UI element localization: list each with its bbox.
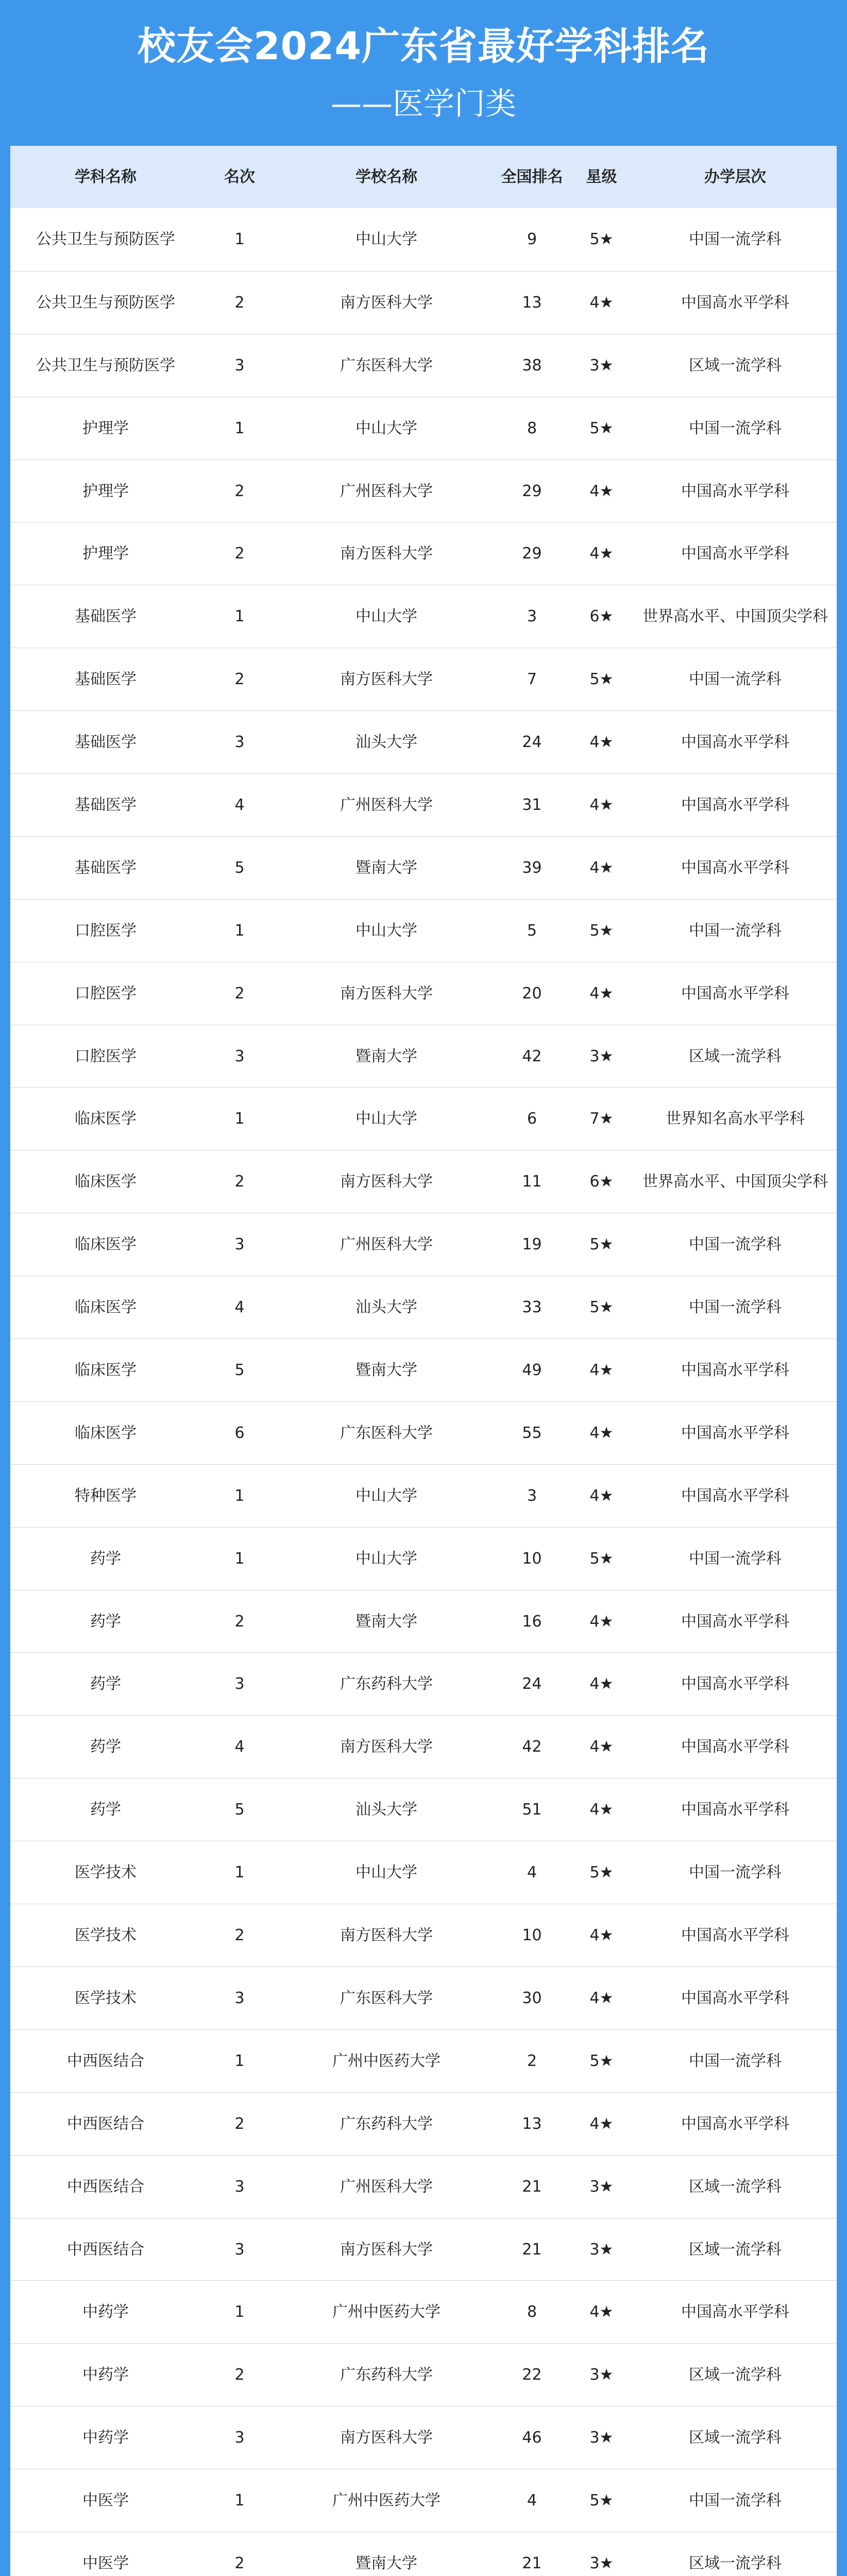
table-row [10,2029,837,2092]
national-rank-cell: 8 [527,2303,537,2321]
rank-cell: 2 [234,1612,245,1631]
ranking-table [10,146,837,2576]
table-row [10,2218,837,2281]
school-cell: 中山大学 [355,1863,417,1882]
school-cell: 广州医科大学 [340,2177,433,2196]
star-cell: 4★ [589,545,614,563]
star-cell: 5★ [589,2052,614,2070]
school-cell: 广州医科大学 [340,1235,433,1254]
table-row [10,648,837,710]
table-row [10,1904,837,1967]
table-header [10,146,837,208]
subject-cell: 中西医结合 [67,2052,144,2070]
rank-cell: 4 [234,1738,245,1756]
school-cell: 中山大学 [355,1549,417,1568]
national-rank-cell: 13 [522,293,542,312]
school-cell: 南方医科大学 [340,293,433,312]
rank-cell: 6 [234,1423,245,1442]
subject-cell: 临床医学 [75,1361,137,1380]
school-cell: 广东医科大学 [340,1423,433,1442]
level-cell: 中国高水平学科 [681,984,789,1003]
star-cell: 3★ [589,1047,614,1065]
level-cell: 中国一流学科 [689,1235,782,1254]
star-cell: 5★ [589,921,614,940]
school-cell: 南方医科大学 [340,1173,433,1191]
rank-cell: 3 [234,356,245,375]
school-cell: 汕头大学 [355,1298,417,1317]
star-cell: 3★ [589,2177,614,2196]
school-cell: 广州医科大学 [340,482,433,500]
rank-cell: 3 [234,2429,245,2447]
level-cell: 中国高水平学科 [681,858,789,877]
level-cell: 中国一流学科 [689,2052,782,2070]
school-cell: 暨南大学 [355,1612,417,1631]
level-cell: 区域一流学科 [689,2554,782,2572]
column-header-rank: 名次 [224,168,255,186]
subject-cell: 中医学 [82,2492,129,2510]
table-row [10,1150,837,1213]
star-cell: 4★ [589,1926,614,1945]
star-cell: 5★ [589,1298,614,1317]
star-cell: 4★ [589,733,614,752]
national-rank-cell: 49 [522,1361,542,1380]
table-row [10,1087,837,1150]
rank-cell: 2 [234,293,245,312]
star-cell: 4★ [589,2303,614,2321]
table-row [10,1778,837,1841]
table-row [10,271,837,334]
star-cell: 4★ [589,1486,614,1505]
subject-cell: 护理学 [82,419,129,437]
school-cell: 南方医科大学 [340,2240,433,2259]
subject-cell: 公共卫生与预防医学 [36,230,175,248]
subject-cell: 基础医学 [75,733,137,752]
subject-cell: 药学 [90,1801,121,1819]
level-cell: 区域一流学科 [689,2366,782,2384]
national-rank-cell: 24 [522,1675,542,1693]
level-cell: 世界高水平、中国顶尖学科 [642,607,828,626]
school-cell: 暨南大学 [355,858,417,877]
school-cell: 广州中医药大学 [332,2303,441,2321]
subject-cell: 医学技术 [75,1989,137,2007]
level-cell: 中国高水平学科 [681,482,789,500]
star-cell: 3★ [589,2366,614,2384]
school-cell: 暨南大学 [355,1361,417,1380]
subject-cell: 临床医学 [75,1110,137,1128]
subject-cell: 特种医学 [75,1486,137,1505]
national-rank-cell: 10 [522,1926,542,1945]
school-cell: 中山大学 [355,1110,417,1128]
rank-cell: 2 [234,545,245,563]
level-cell: 世界知名高水平学科 [666,1110,805,1128]
table-row [10,1967,837,2029]
rank-cell: 1 [234,1110,245,1128]
school-cell: 中山大学 [355,1486,417,1505]
star-cell: 5★ [589,419,614,437]
star-cell: 3★ [589,2429,614,2447]
national-rank-cell: 6 [527,1110,537,1128]
table-row [10,460,837,522]
table-row [10,836,837,899]
level-cell: 中国高水平学科 [681,1926,789,1945]
level-cell: 中国一流学科 [689,670,782,689]
level-cell: 中国高水平学科 [681,1738,789,1756]
table-row [10,1338,837,1401]
table-row [10,2469,837,2532]
table-row [10,1025,837,1088]
school-cell: 南方医科大学 [340,1738,433,1756]
table-row [10,773,837,836]
rank-cell: 2 [234,1173,245,1191]
school-cell: 暨南大学 [355,1047,417,1065]
national-rank-cell: 10 [522,1549,542,1568]
rank-cell: 3 [234,1675,245,1693]
level-cell: 中国高水平学科 [681,2114,789,2133]
level-cell: 中国高水平学科 [681,733,789,752]
table-row [10,1401,837,1464]
school-cell: 中山大学 [355,230,417,248]
star-cell: 4★ [589,1738,614,1756]
rank-cell: 1 [234,921,245,940]
level-cell: 中国高水平学科 [681,545,789,563]
subject-cell: 中医学 [82,2554,129,2572]
star-cell: 4★ [589,1423,614,1442]
national-rank-cell: 29 [522,545,542,563]
table-row [10,1276,837,1338]
table-row [10,710,837,773]
table-row [10,208,837,271]
national-rank-cell: 3 [527,1486,537,1505]
subject-cell: 公共卫生与预防医学 [36,293,175,312]
level-cell: 世界高水平、中国顶尖学科 [642,1173,828,1191]
star-cell: 6★ [589,607,614,626]
level-cell: 中国一流学科 [689,230,782,248]
school-cell: 广东医科大学 [340,356,433,375]
table-row [10,2406,837,2469]
school-cell: 汕头大学 [355,1801,417,1819]
subject-cell: 中药学 [82,2303,129,2321]
star-cell: 4★ [589,1989,614,2007]
rank-cell: 3 [234,2240,245,2259]
national-rank-cell: 42 [522,1738,542,1756]
rank-cell: 1 [234,419,245,437]
subject-cell: 药学 [90,1549,121,1568]
school-cell: 广州中医药大学 [332,2052,441,2070]
level-cell: 中国高水平学科 [681,293,789,312]
level-cell: 中国一流学科 [689,1298,782,1317]
national-rank-cell: 30 [522,1989,542,2007]
table-row [10,1841,837,1904]
table-row [10,962,837,1025]
subject-cell: 医学技术 [75,1926,137,1945]
school-cell: 南方医科大学 [340,2429,433,2447]
star-cell: 4★ [589,984,614,1003]
subject-cell: 医学技术 [75,1863,137,1882]
school-cell: 南方医科大学 [340,984,433,1003]
star-cell: 4★ [589,1612,614,1631]
column-header-level: 办学层次 [704,168,766,186]
table-row [10,585,837,648]
rank-cell: 4 [234,796,245,815]
subject-cell: 临床医学 [75,1423,137,1442]
rank-cell: 2 [234,2366,245,2384]
rank-cell: 2 [234,2554,245,2572]
level-cell: 中国一流学科 [689,921,782,940]
subject-cell: 中西医结合 [67,2240,144,2259]
national-rank-cell: 13 [522,2114,542,2133]
subject-cell: 护理学 [82,545,129,563]
star-cell: 3★ [589,2554,614,2572]
rank-cell: 2 [234,482,245,500]
rank-cell: 3 [234,733,245,752]
level-cell: 中国高水平学科 [681,2303,789,2321]
star-cell: 4★ [589,482,614,500]
national-rank-cell: 22 [522,2366,542,2384]
star-cell: 4★ [589,1675,614,1693]
level-cell: 区域一流学科 [689,356,782,375]
subject-cell: 中药学 [82,2366,129,2384]
page-title: 校友会2024广东省最好学科排名 [138,24,709,69]
national-rank-cell: 51 [522,1801,542,1819]
subject-cell: 药学 [90,1738,121,1756]
national-rank-cell: 16 [522,1612,542,1631]
school-cell: 广东医科大学 [340,1989,433,2007]
star-cell: 3★ [589,356,614,375]
national-rank-cell: 20 [522,984,542,1003]
level-cell: 中国一流学科 [689,1863,782,1882]
national-rank-cell: 4 [527,1863,537,1882]
star-cell: 4★ [589,1801,614,1819]
column-header-national-rank: 全国排名 [501,168,563,186]
rank-cell: 3 [234,1235,245,1254]
rank-cell: 1 [234,1486,245,1505]
table-row [10,2280,837,2343]
table-row [10,334,837,397]
table-row [10,1652,837,1715]
national-rank-cell: 21 [522,2177,542,2196]
subject-cell: 药学 [90,1612,121,1631]
subject-cell: 基础医学 [75,796,137,815]
table-row [10,1590,837,1653]
national-rank-cell: 24 [522,733,542,752]
table-row [10,2155,837,2218]
subject-cell: 口腔医学 [75,921,137,940]
table-row [10,2092,837,2155]
table-row [10,1715,837,1778]
national-rank-cell: 5 [527,921,537,940]
star-cell: 4★ [589,1361,614,1380]
star-cell: 5★ [589,670,614,689]
table-row [10,1464,837,1527]
school-cell: 中山大学 [355,921,417,940]
subject-cell: 临床医学 [75,1298,137,1317]
subject-cell: 中药学 [82,2429,129,2447]
national-rank-cell: 8 [527,419,537,437]
subject-cell: 临床医学 [75,1235,137,1254]
national-rank-cell: 9 [527,230,537,248]
star-cell: 5★ [589,230,614,248]
table-row [10,1527,837,1590]
level-cell: 中国高水平学科 [681,796,789,815]
level-cell: 中国一流学科 [689,2492,782,2510]
rank-cell: 3 [234,2177,245,2196]
level-cell: 中国高水平学科 [681,1675,789,1693]
national-rank-cell: 38 [522,356,542,375]
star-cell: 4★ [589,858,614,877]
school-cell: 中山大学 [355,607,417,626]
star-cell: 5★ [589,2492,614,2510]
page-header [0,0,847,146]
subject-cell: 公共卫生与预防医学 [36,356,175,375]
rank-cell: 2 [234,2114,245,2133]
subject-cell: 基础医学 [75,607,137,626]
rank-cell: 5 [234,1801,245,1819]
level-cell: 中国高水平学科 [681,1989,789,2007]
national-rank-cell: 7 [527,670,537,689]
school-cell: 广州中医药大学 [332,2492,441,2510]
national-rank-cell: 46 [522,2429,542,2447]
star-cell: 3★ [589,2240,614,2259]
table-row [10,1213,837,1276]
star-cell: 4★ [589,2114,614,2133]
star-cell: 7★ [589,1110,614,1128]
school-cell: 南方医科大学 [340,670,433,689]
national-rank-cell: 31 [522,796,542,815]
level-cell: 中国高水平学科 [681,1361,789,1380]
national-rank-cell: 11 [522,1173,542,1191]
page-subtitle: ——医学门类 [331,86,516,122]
national-rank-cell: 4 [527,2492,537,2510]
level-cell: 中国一流学科 [689,419,782,437]
level-cell: 中国一流学科 [689,1549,782,1568]
subject-cell: 口腔医学 [75,984,137,1003]
rank-cell: 5 [234,1361,245,1380]
school-cell: 广东药科大学 [340,2366,433,2384]
star-cell: 6★ [589,1173,614,1191]
rank-cell: 1 [234,1863,245,1882]
rank-cell: 1 [234,2492,245,2510]
rank-cell: 1 [234,607,245,626]
subject-cell: 基础医学 [75,670,137,689]
national-rank-cell: 21 [522,2554,542,2572]
subject-cell: 中西医结合 [67,2114,144,2133]
national-rank-cell: 19 [522,1235,542,1254]
school-cell: 暨南大学 [355,2554,417,2572]
national-rank-cell: 42 [522,1047,542,1065]
level-cell: 中国高水平学科 [681,1423,789,1442]
level-cell: 中国高水平学科 [681,1486,789,1505]
table-row [10,2343,837,2406]
level-cell: 中国高水平学科 [681,1801,789,1819]
subject-cell: 中西医结合 [67,2177,144,2196]
school-cell: 南方医科大学 [340,1926,433,1945]
subject-cell: 基础医学 [75,858,137,877]
school-cell: 广州医科大学 [340,796,433,815]
school-cell: 中山大学 [355,419,417,437]
rank-cell: 5 [234,858,245,877]
rank-cell: 1 [234,1549,245,1568]
level-cell: 区域一流学科 [689,2429,782,2447]
level-cell: 区域一流学科 [689,1047,782,1065]
subject-cell: 临床医学 [75,1173,137,1191]
rank-cell: 3 [234,1047,245,1065]
rank-cell: 2 [234,984,245,1003]
table-body [10,208,837,2576]
level-cell: 区域一流学科 [689,2240,782,2259]
rank-cell: 4 [234,1298,245,1317]
level-cell: 中国高水平学科 [681,1612,789,1631]
national-rank-cell: 39 [522,858,542,877]
column-header-stars: 星级 [586,168,617,186]
table-row [10,899,837,962]
national-rank-cell: 2 [527,2052,537,2070]
school-cell: 南方医科大学 [340,545,433,563]
rank-cell: 3 [234,1989,245,2007]
column-header-school: 学校名称 [355,168,417,186]
national-rank-cell: 33 [522,1298,542,1317]
school-cell: 广东药科大学 [340,1675,433,1693]
national-rank-cell: 55 [522,1423,542,1442]
star-cell: 5★ [589,1549,614,1568]
national-rank-cell: 3 [527,607,537,626]
national-rank-cell: 21 [522,2240,542,2259]
school-cell: 汕头大学 [355,733,417,752]
rank-cell: 1 [234,2303,245,2321]
star-cell: 4★ [589,293,614,312]
table-row [10,397,837,460]
national-rank-cell: 29 [522,482,542,500]
star-cell: 4★ [589,796,614,815]
star-cell: 5★ [589,1235,614,1254]
rank-cell: 2 [234,670,245,689]
table-row [10,2532,837,2576]
rank-cell: 2 [234,1926,245,1945]
column-header-subject: 学科名称 [75,168,137,186]
subject-cell: 药学 [90,1675,121,1693]
rank-cell: 1 [234,230,245,248]
star-cell: 5★ [589,1863,614,1882]
level-cell: 区域一流学科 [689,2177,782,2196]
subject-cell: 护理学 [82,482,129,500]
table-row [10,522,837,585]
school-cell: 广东药科大学 [340,2114,433,2133]
subject-cell: 口腔医学 [75,1047,137,1065]
rank-cell: 1 [234,2052,245,2070]
